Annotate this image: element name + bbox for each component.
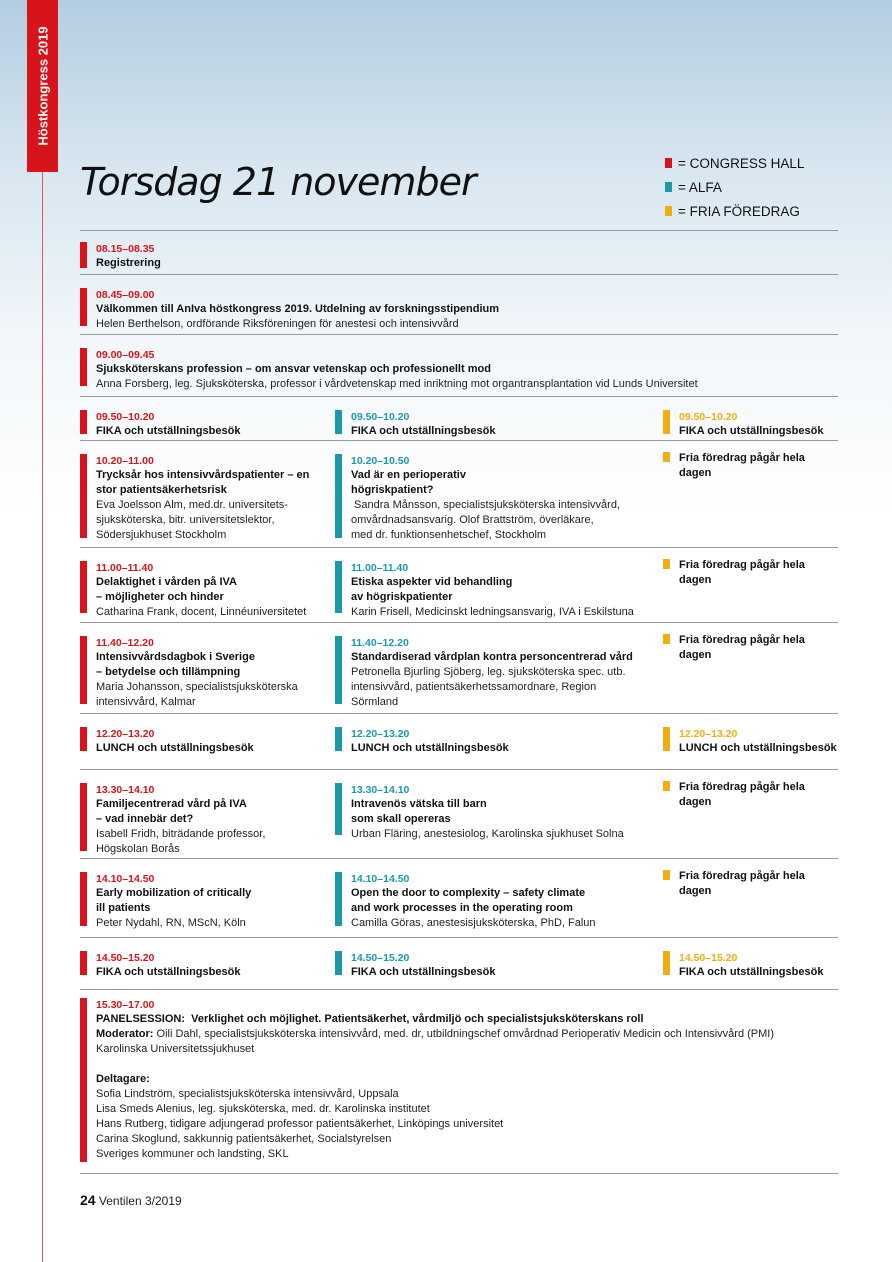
page-number: 24 [80,1192,96,1208]
session-time: 09.00–09.45 [96,349,155,361]
session-title: LUNCH och utställningsbesök [679,742,837,754]
page-footer [80,1192,182,1208]
session-speaker-line: omvårdnadsansvarig. Olof Brattström, överläkare, [351,514,594,526]
room-bar [663,634,670,644]
session-cell [80,288,836,332]
publication-name: Ventilen 3/2019 [95,1194,182,1208]
session-title: FIKA och utställningsbesök [679,425,824,437]
room-bar [80,410,87,434]
session-speaker-line: Petronella Bjurling Sjöberg, leg. sjuksköterska spec. utb. [351,666,626,678]
room-bar [335,727,342,751]
session-1100 [80,547,838,623]
session-time: 09.50–10.20 [351,411,410,423]
session-fika-afternoon [80,937,838,990]
session-title: PANELSESSION: Verklighet och möjlighet. Patientsäkerhet, vårdmiljö och specialistsjuksköterskans roll [96,1013,644,1025]
moderator-affiliation: Karolinska Universitetssjukhuset [96,1043,255,1055]
session-time: 13.30–14.10 [351,784,410,796]
participant: Sofia Lindström, specialistsjuksköterska intensivvård, Uppsala [96,1088,399,1100]
session-valkommen [80,274,838,335]
session-cell-fria [663,558,838,588]
session-cell-fria [663,727,837,756]
session-title: Sjuksköterskans profession – om ansvar vetenskap och professionellt mod [96,363,491,375]
session-time: 14.50–15.20 [96,952,155,964]
session-speaker-line: sjuksköterska, bitr. universitetslektor, [96,514,275,526]
room-bar [663,727,670,751]
session-title: Registrering [96,257,161,269]
session-registrering [80,230,838,275]
session-cell-fria [663,780,838,810]
moderator-label: Moderator: [96,1028,154,1040]
session-speaker-line: Peter Nydahl, RN, MScN, Köln [96,917,246,929]
session-time: 11.00–11.40 [351,562,409,574]
session-cell-congress-hall [80,410,240,439]
side-tab-label: Höstkongress 2019 [35,26,50,146]
room-bar [80,783,87,851]
session-title: Välkommen till AnIva höstkongress 2019. Utdelning av forskningsstipendium [96,303,500,315]
legend-congress-hall [665,151,804,175]
session-cell-alfa [335,783,661,842]
session-cell-congress-hall [80,998,836,1162]
session-speaker-line: Urban Fläring, anestesiolog, Karolinska sjukhuset Solna [351,828,624,840]
legend-swatch-red [665,158,672,168]
side-tab [27,0,58,172]
session-time: 14.50–15.20 [679,952,738,964]
session-fika-morning [80,396,838,441]
session-time: 14.10–14.50 [351,873,410,885]
session-time: 12.20–13.20 [351,728,410,740]
legend-label: = FRIA FÖREDRAG [678,203,800,219]
session-speaker-line: Sörmland [351,696,399,708]
room-bar [335,454,342,538]
session-speaker-line: Södersjukhuset Stockholm [96,529,227,541]
session-lunch [80,713,838,770]
participants-label: Deltagare: [96,1073,150,1085]
fria-note: Fria föredrag pågår hela dagen [679,781,805,808]
participant: Carina Skoglund, sakkunnig patientsäkerhet, Socialstyrelsen [96,1133,392,1145]
session-time: 12.20–13.20 [679,728,738,740]
session-title-line: Delaktighet i vården på IVA [96,576,238,588]
session-1410 [80,858,838,938]
room-bar [335,636,342,704]
session-speaker-line: Eva Joelsson Alm, med.dr. universitets- [96,499,288,511]
session-time: 11.00–11.40 [96,562,154,574]
room-bar [80,454,87,538]
session-speaker-line: Camilla Göras, anestesisjuksköterska, PhD, Falun [351,917,596,929]
session-title-line: – möjligheter och hinder [96,591,224,603]
session-title-line: högriskpatient? [351,484,434,496]
session-speaker-line: Maria Johansson, specialistsjuksköterska [96,681,298,693]
legend-swatch-gold [665,206,672,216]
side-divider [42,172,43,1262]
session-time: 13.30–14.10 [96,784,155,796]
session-profession [80,334,838,397]
session-cell-congress-hall [80,454,331,543]
session-title: FIKA och utställningsbesök [96,425,241,437]
session-time: 08.15–08.35 [96,243,155,255]
session-cell-fria [663,451,838,481]
session-cell-alfa [335,410,495,439]
session-time: 08.45–09.00 [96,289,155,301]
session-title-line: Intensivvårdsdagbok i Sverige [96,651,255,663]
session-title-line: – betydelse och tillämpning [96,666,241,678]
legend-label: = ALFA [678,179,722,195]
session-speaker-line: Catharina Frank, docent, Linnéuniversitetet [96,606,307,618]
fria-note: Fria föredrag pågår hela dagen [679,634,805,661]
session-title: FIKA och utställningsbesök [351,966,496,978]
page-title: Torsdag 21 november [80,160,476,204]
session-speaker-line: intensivvård, patientsäkerhetssamordnare, Region [351,681,597,693]
session-time: 14.50–15.20 [351,952,410,964]
session-1330 [80,769,838,859]
session-time: 11.40–12.20 [96,637,154,649]
room-bar [663,951,670,975]
session-title-line: Open the door to complexity – safety climate [351,887,586,899]
session-cell-fria [663,633,838,663]
session-cell-alfa [335,636,661,710]
participant: Sveriges kommuner och landsting, SKL [96,1148,289,1160]
session-title-line: Etiska aspekter vid behandling [351,576,513,588]
session-cell-alfa [335,872,661,931]
fria-note: Fria föredrag pågår hela dagen [679,559,805,586]
room-bar [335,951,342,975]
moderator-name: Oili Dahl, specialistsjuksköterska intensivvård, med. dr, utbildningschef omvårdnad Perioperativ Medicin och Intensivvård (PMI) [153,1028,775,1040]
session-speaker-line: Isabell Fridh, biträdande professor, [96,828,266,840]
session-cell-congress-hall [80,727,254,756]
room-bar [335,872,342,926]
session-title: FIKA och utställningsbesök [96,966,241,978]
session-cell-fria [663,951,823,980]
session-title-line: Standardiserad vårdplan kontra personcentrerad vård [351,651,633,663]
session-cell-congress-hall [80,561,331,620]
session-title-line: ill patients [96,902,151,914]
room-bar [80,636,87,704]
room-bar [663,410,670,434]
room-bar [80,998,87,1162]
session-time: 10.20–10.50 [351,455,410,467]
session-cell-alfa [335,727,509,756]
session-title-line: Vad är en perioperativ [351,469,466,481]
session-title-line: Early mobilization of critically [96,887,252,899]
room-bar [663,559,670,569]
session-cell-congress-hall [80,872,331,931]
room-bar [80,288,87,326]
session-time: 09.50–10.20 [96,411,155,423]
session-cell-fria [663,410,823,439]
session-title-line: stor patientsäkerhetsrisk [96,484,227,496]
session-speaker: Helen Berthelson, ordförande Riksföreningen för anestesi och intensivvård [96,318,459,330]
room-bar [335,410,342,434]
session-title-line: som skall opereras [351,813,451,825]
session-title-line: Intravenös vätska till barn [351,798,487,810]
participant: Hans Rutberg, tidigare adjungerad professor patientsäkerhet, Linköpings universitet [96,1118,504,1130]
session-title-line: – vad innebär det? [96,813,194,825]
room-bar [663,452,670,462]
session-title: FIKA och utställningsbesök [679,966,824,978]
session-speaker-line: Högskolan Borås [96,843,180,855]
fria-note: Fria föredrag pågår hela dagen [679,870,805,897]
session-1140 [80,622,838,714]
session-speaker-line: Sandra Månsson, specialistsjuksköterska intensivvård, [351,499,621,511]
session-speaker-line: med dr. funktionsenhetschef, Stockholm [351,529,547,541]
session-cell-alfa [335,454,661,543]
room-bar [80,561,87,613]
session-speaker-line: intensivvård, Kalmar [96,696,196,708]
legend-label: = CONGRESS HALL [678,155,805,171]
room-bar [80,727,87,751]
session-cell [80,242,161,271]
legend-alfa [665,175,804,199]
session-panel [80,989,838,1174]
session-cell-alfa [335,561,661,620]
session-time: 12.20–13.20 [96,728,155,740]
legend-fria [665,199,804,223]
session-time: 09.50–10.20 [679,411,738,423]
session-title-line: Familjecentrerad vård på IVA [96,798,247,810]
session-time: 10.20–11.00 [96,455,154,467]
session-speaker-line: Karin Frisell, Medicinskt ledningsansvarig, IVA i Eskilstuna [351,606,634,618]
session-cell-fria [663,869,838,899]
session-cell-congress-hall [80,783,331,857]
room-bar [335,783,342,835]
room-bar [80,348,87,386]
spacer [96,1057,836,1072]
session-title: LUNCH och utställningsbesök [96,742,254,754]
session-time: 11.40–12.20 [351,637,409,649]
moderator-line [96,1027,836,1042]
session-cell-alfa [335,951,495,980]
legend-swatch-teal [665,182,672,192]
session-time: 14.10–14.50 [96,873,155,885]
session-title-line: Trycksår hos intensivvårdspatienter – en [96,469,310,481]
session-1020 [80,440,838,548]
session-title-line: and work processes in the operating room [351,902,573,914]
room-bar [663,870,670,880]
session-cell-congress-hall [80,636,331,710]
room-bar [80,242,87,268]
room-legend [665,151,804,223]
session-cell [80,348,836,392]
room-bar [80,951,87,975]
fria-note: Fria föredrag pågår hela dagen [679,452,805,479]
room-bar [335,561,342,613]
session-cell-congress-hall [80,951,240,980]
session-title: LUNCH och utställningsbesök [351,742,509,754]
room-bar [80,872,87,926]
room-bar [663,781,670,791]
session-title: FIKA och utställningsbesök [351,425,496,437]
participant: Lisa Smeds Alenius, leg. sjuksköterska, med. dr. Karolinska institutet [96,1103,430,1115]
session-speaker: Anna Forsberg, leg. Sjuksköterska, professor i vårdvetenskap med inriktning mot organtransplantation vid Lunds Universitet [96,378,698,390]
session-time: 15.30–17.00 [96,999,155,1011]
session-title-line: av högriskpatienter [351,591,453,603]
